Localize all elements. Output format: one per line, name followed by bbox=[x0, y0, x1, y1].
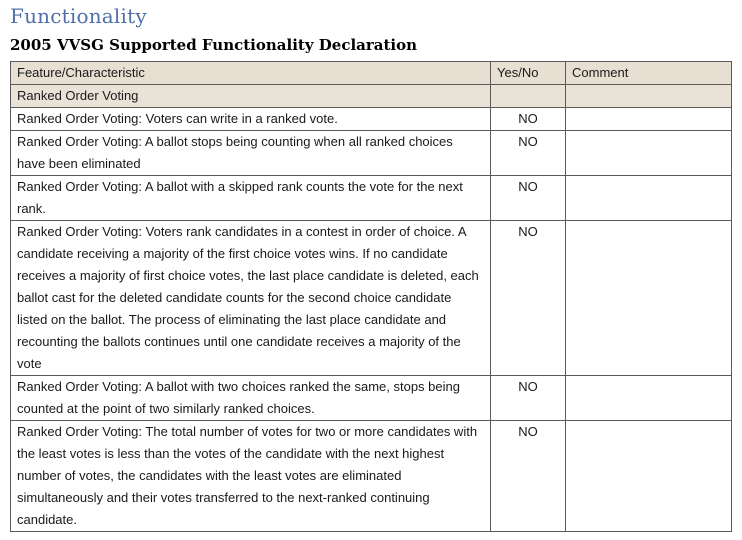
comment-cell bbox=[566, 221, 732, 376]
comment-cell bbox=[566, 376, 732, 421]
comment-cell bbox=[566, 131, 732, 176]
header-yes-no: Yes/No bbox=[491, 62, 566, 85]
table-row bbox=[11, 131, 732, 176]
section-label: Ranked Order Voting bbox=[11, 85, 491, 108]
table-header-row bbox=[11, 62, 732, 85]
yes-no-cell: NO bbox=[491, 221, 566, 376]
comment-cell bbox=[566, 421, 732, 532]
table-row bbox=[11, 421, 732, 532]
functionality-table bbox=[10, 61, 732, 532]
header-comment: Comment bbox=[566, 62, 732, 85]
section-row bbox=[11, 85, 732, 108]
section-heading: Functionality bbox=[10, 4, 147, 28]
yes-no-cell: NO bbox=[491, 376, 566, 421]
table-row bbox=[11, 376, 732, 421]
section-comment-cell bbox=[566, 85, 732, 108]
table-row bbox=[11, 221, 732, 376]
yes-no-cell: NO bbox=[491, 108, 566, 131]
comment-cell bbox=[566, 108, 732, 131]
feature-cell: Ranked Order Voting: A ballot with a skipped rank counts the vote for the next rank. bbox=[11, 176, 491, 221]
feature-cell: Ranked Order Voting: A ballot with two choices ranked the same, stops being counted at the point of two similarly ranked choices. bbox=[11, 376, 491, 421]
table-row bbox=[11, 176, 732, 221]
feature-cell: Ranked Order Voting: A ballot stops being counting when all ranked choices have been eliminated bbox=[11, 131, 491, 176]
yes-no-cell: NO bbox=[491, 176, 566, 221]
table-title: 2005 VVSG Supported Functionality Declaration bbox=[10, 36, 418, 54]
yes-no-cell: NO bbox=[491, 421, 566, 532]
table-row bbox=[11, 108, 732, 131]
feature-cell: Ranked Order Voting: Voters can write in a ranked vote. bbox=[11, 108, 491, 131]
feature-cell: Ranked Order Voting: The total number of votes for two or more candidates with the least votes is less than the votes of the candidate with the next highest number of votes, the candidates with the least votes are eliminated simultaneously and their votes transferred to the next-ranked continuing candidate. bbox=[11, 421, 491, 532]
comment-cell bbox=[566, 176, 732, 221]
section-yes-no-cell bbox=[491, 85, 566, 108]
header-feature: Feature/Characteristic bbox=[11, 62, 491, 85]
feature-cell: Ranked Order Voting: Voters rank candidates in a contest in order of choice. A candidate receiving a majority of the first choice votes wins. If no candidate receives a majority of first choice votes, the last place candidate is deleted, each ballot cast for the deleted candidate counts for the second choice candidate listed on the ballot. The process of eliminating the last place candidate and recounting the ballots continues until one candidate receives a majority of the vote bbox=[11, 221, 491, 376]
yes-no-cell: NO bbox=[491, 131, 566, 176]
